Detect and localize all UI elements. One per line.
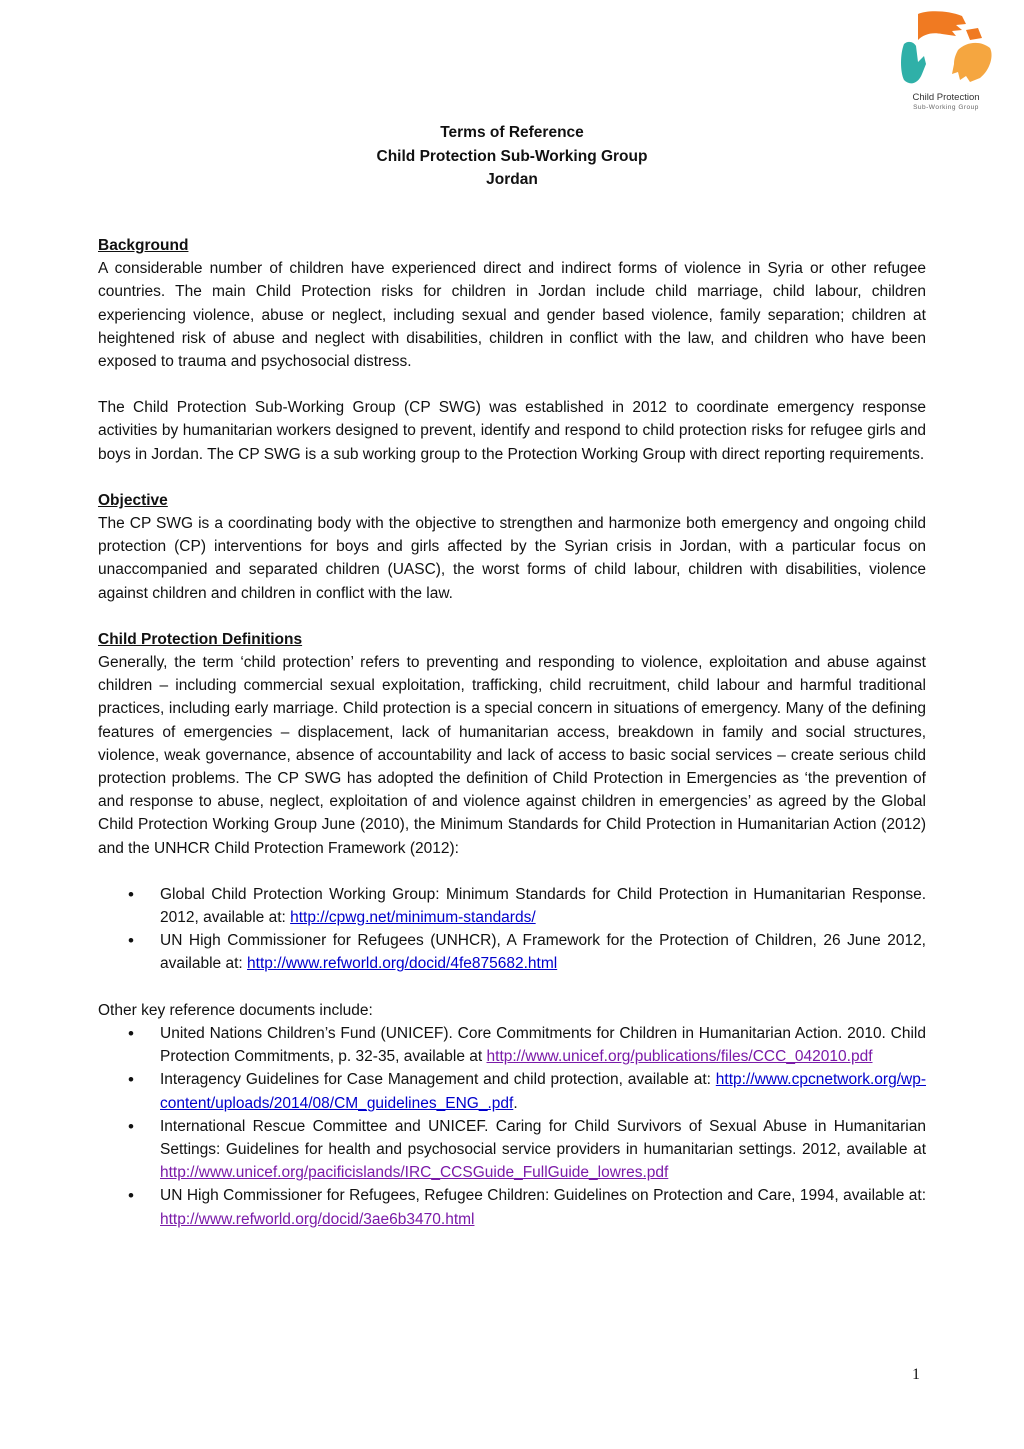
reference-link[interactable]: http://www.refworld.org/docid/4fe875682.html xyxy=(247,955,558,973)
other-refs-bullet-list xyxy=(98,1022,926,1231)
document-body xyxy=(98,234,926,1231)
document-title xyxy=(0,121,1024,192)
list-item: • UN High Commissioner for Refugees (UNHCR), A Framework for the Protection of Children, 26 June 2012, available at: http://www.refworld.org/docid/4fe875682.html xyxy=(98,929,926,975)
reference-link[interactable]: http://www.refworld.org/docid/3ae6b3470.html xyxy=(160,1210,475,1228)
reference-link[interactable]: http://www.cpcnetwork.org/wp-content/uploads/2014/08/CM_guidelines_ENG_.pdf xyxy=(160,1071,926,1112)
definitions-bullet-list xyxy=(98,883,926,976)
title-line-3: Jordan xyxy=(486,171,538,188)
title-line-1: Terms of Reference xyxy=(440,124,584,141)
list-item: • Global Child Protection Working Group: Minimum Standards for Child Protection in Humanitarian Response. 2012, available at: http://cpwg.net/minimum-standards/ xyxy=(98,883,926,929)
background-paragraph-2: The Child Protection Sub-Working Group (CP SWG) was established in 2012 to coordinate emergency response activities by humanitarian workers designed to prevent, identify and respond to child protection risks for refugee girls and boys in Jordan. The CP SWG is a sub working group to the Protection Working Group with direct reporting requirements. xyxy=(98,399,926,463)
logo-subtitle: Sub-Working Group xyxy=(913,104,979,111)
list-item: • Interagency Guidelines for Case Management and child protection, available at: http://www.cpcnetwork.org/wp-content/uploads/2014/08/CM_guidelines_ENG_.pdf. xyxy=(98,1068,926,1114)
hands-logo-icon xyxy=(896,10,996,94)
background-heading: Background xyxy=(98,237,189,254)
objective-paragraph: The CP SWG is a coordinating body with the objective to strengthen and harmonize both emergency and ongoing child protection (CP) interventions for boys and girls affected by the Syrian crisis in Jordan, with a particular focus on unaccompanied and separated children (UASC), the worst forms of child labour, children with disabilities, violence against children and children in conflict with the law. xyxy=(98,515,926,602)
reference-link[interactable]: http://cpwg.net/minimum-standards/ xyxy=(290,909,536,927)
list-item: • UN High Commissioner for Refugees, Refugee Children: Guidelines on Protection and Care, 1994, available at: http://www.refworld.org/docid/3ae6b3470.html xyxy=(98,1184,926,1230)
list-item: • International Rescue Committee and UNICEF. Caring for Child Survivors of Sexual Abuse in Humanitarian Settings: Guidelines for health and psychosocial service providers in humanitarian settings. 2012, available at http://www.unicef.org/pacificislands/IRC_CCSGuide_FullGuide_lowres.pdf xyxy=(98,1115,926,1185)
logo-text xyxy=(896,93,996,113)
definitions-paragraph: Generally, the term ‘child protection’ refers to preventing and responding to violence, exploitation and abuse against children – including commercial sexual exploitation, trafficking, child recruitment, child labour and harmful traditional practices, including early marriage. Child protection is a special concern in situations of emergency. Many of the defining features of emergencies – displacement, lack of humanitarian access, breakdown in family and social structures, violence, weak governance, absence of accountability and lack of access to basic social services – create serious child protection problems. The CP SWG has adopted the definition of Child Protection in Emergencies as ‘the prevention of and response to abuse, neglect, exploitation of and violence against children in emergencies’ as agreed by the Global Child Protection Working Group June (2010), the Minimum Standards for Child Protection in Humanitarian Action (2012) and the UNHCR Child Protection Framework (2012): xyxy=(98,654,926,857)
list-item: • United Nations Children’s Fund (UNICEF). Core Commitments for Children in Humanitarian Action. 2010. Child Protection Commitments, p. 32-35, available at http://www.unicef.org/publications/files/CCC_042010.pdf xyxy=(98,1022,926,1068)
reference-link[interactable]: http://www.unicef.org/publications/files/CCC_042010.pdf xyxy=(486,1048,873,1066)
objective-heading: Objective xyxy=(98,491,168,509)
logo-title: Child Protection xyxy=(912,92,980,103)
page-number: 1 xyxy=(912,1366,920,1383)
reference-link[interactable]: http://www.unicef.org/pacificislands/IRC_CCSGuide_FullGuide_lowres.pdf xyxy=(160,1164,669,1182)
child-protection-logo xyxy=(896,10,996,114)
definitions-heading: Child Protection Definitions xyxy=(98,630,303,648)
other-refs-intro: Other key reference documents include: xyxy=(98,1001,373,1019)
background-paragraph-1: A considerable number of children have experienced direct and indirect forms of violence in Syria or other refugee countries. The main Child Protection risks for children in Jordan include child marriage, child labour, children experiencing violence, abuse or neglect, including sexual and gender based violence, family separation; children at heightened risk of abuse and neglect with disabilities, children in conflict with the law, and children who have been exposed to trauma and psychosocial distress. xyxy=(98,260,926,371)
title-line-2: Child Protection Sub-Working Group xyxy=(376,147,648,165)
